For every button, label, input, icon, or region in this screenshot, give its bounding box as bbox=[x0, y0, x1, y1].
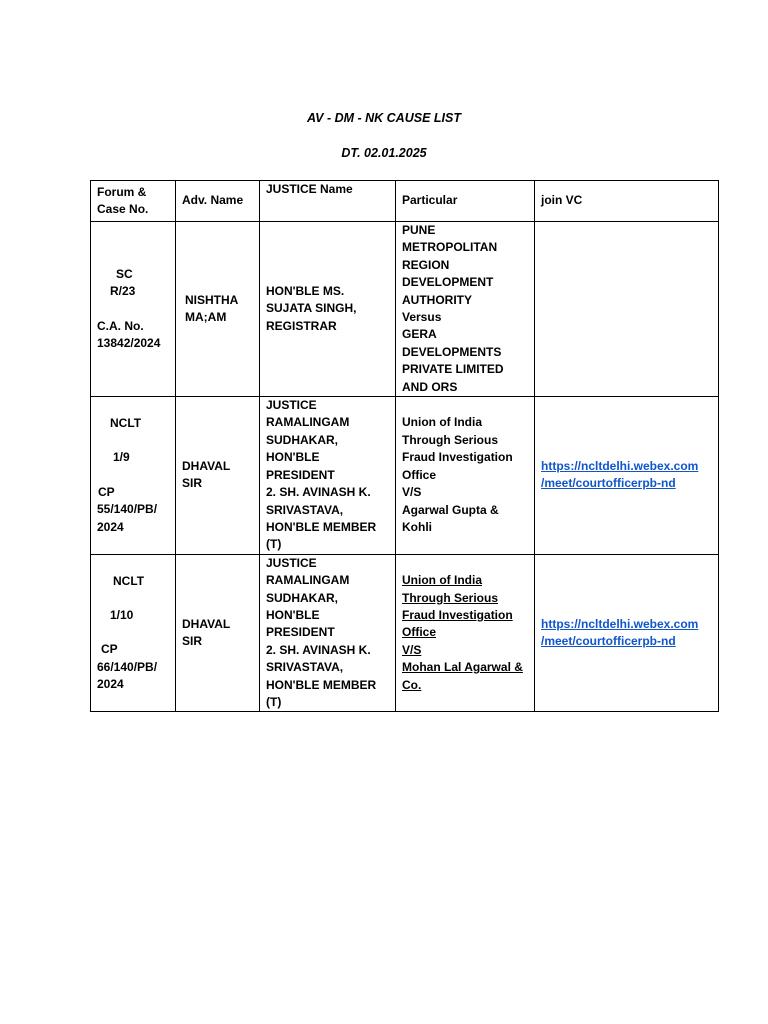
adv-name-line: NISHTHA bbox=[185, 292, 239, 307]
justice-line: HON'BLE MS. bbox=[266, 283, 345, 298]
justice-line: JUSTICE bbox=[266, 555, 317, 570]
particular-line: Union of India bbox=[402, 573, 482, 588]
adv-name-line: DHAVAL SIR bbox=[182, 458, 230, 491]
header-justice-name: JUSTICE Name bbox=[260, 181, 396, 222]
adv-name-cell bbox=[176, 222, 260, 397]
justice-line: HON'BLE PRESIDENT bbox=[266, 607, 335, 640]
particular-cell bbox=[396, 554, 535, 712]
forum-court: NCLT bbox=[110, 415, 142, 430]
forum-item: 1/10 bbox=[110, 607, 134, 622]
adv-name-cell bbox=[176, 554, 260, 712]
forum-item: 1/9 bbox=[113, 450, 130, 465]
justice-line: (T) bbox=[266, 694, 282, 709]
case-number-line: 2024 bbox=[97, 519, 124, 534]
particular-line: METROPOLITAN bbox=[402, 240, 498, 255]
particular-line: Versus bbox=[402, 310, 442, 325]
forum-case-cell bbox=[91, 554, 176, 712]
justice-line: JUSTICE bbox=[266, 398, 317, 413]
particular-line: PRIVATE LIMITED bbox=[402, 362, 504, 377]
document-title: AV - DM - NK CAUSE LIST bbox=[307, 111, 461, 125]
particular-line: Co. bbox=[402, 677, 422, 692]
case-number-line: 2024 bbox=[97, 677, 124, 692]
justice-line: RAMALINGAM bbox=[266, 573, 350, 588]
justice-line: 2. SH. AVINASH K. bbox=[266, 642, 371, 657]
particular-line: V/S bbox=[402, 642, 422, 657]
justice-line: SRIVASTAVA, bbox=[266, 660, 344, 675]
case-number-line: 55/140/PB/ bbox=[97, 502, 158, 517]
particular-line: DEVELOPMENT bbox=[402, 275, 494, 290]
table-row bbox=[91, 397, 719, 555]
vc-link-line[interactable]: https://ncltdelhi.webex.com bbox=[541, 616, 699, 631]
justice-line: HON'BLE PRESIDENT bbox=[266, 450, 335, 482]
case-number-line: 66/140/PB/ bbox=[97, 659, 158, 674]
case-number-line: CP bbox=[101, 642, 118, 657]
forum-case-cell bbox=[91, 397, 176, 555]
particular-line: Office bbox=[402, 467, 437, 482]
particular-line: Through Serious bbox=[402, 590, 498, 605]
particular-line: GERA bbox=[402, 327, 437, 342]
particular-line: V/S bbox=[402, 485, 422, 500]
justice-line: 2. SH. AVINASH K. bbox=[266, 485, 371, 500]
particular-line: Mohan Lal Agarwal & bbox=[402, 660, 523, 675]
justice-line: SRIVASTAVA, bbox=[266, 502, 344, 517]
header-adv-name: Adv. Name bbox=[176, 181, 260, 222]
particular-cell bbox=[396, 222, 535, 397]
case-number-line: 13842/2024 bbox=[97, 335, 161, 350]
justice-line: (T) bbox=[266, 537, 282, 552]
cause-list-table bbox=[90, 180, 719, 712]
particular-line: Union of India bbox=[402, 415, 482, 430]
vc-link-line[interactable]: https://ncltdelhi.webex.com bbox=[541, 458, 699, 473]
vc-link-line[interactable]: /meet/courtofficerpb-nd bbox=[541, 476, 676, 491]
table-header-row bbox=[91, 181, 719, 222]
join-vc-link[interactable] bbox=[541, 458, 712, 493]
justice-line: REGISTRAR bbox=[266, 318, 337, 333]
justice-line: SUDHAKAR, bbox=[266, 590, 338, 605]
particular-line: DEVELOPMENTS bbox=[402, 344, 502, 359]
justice-line: HON'BLE MEMBER bbox=[266, 677, 377, 692]
vc-link-line[interactable]: /meet/courtofficerpb-nd bbox=[541, 634, 676, 649]
particular-line: AUTHORITY bbox=[402, 292, 472, 307]
case-number-line: CP bbox=[98, 484, 115, 499]
header-forum-line: Case No. bbox=[97, 202, 149, 216]
justice-name-cell bbox=[260, 397, 396, 555]
particular-line: AND ORS bbox=[402, 379, 458, 394]
particular-cell bbox=[396, 397, 535, 555]
forum-item: R/23 bbox=[110, 284, 136, 299]
adv-name-line: MA;AM bbox=[185, 310, 227, 325]
adv-name-cell bbox=[176, 397, 260, 555]
particular-line: Through Serious bbox=[402, 432, 498, 447]
particular-line: Kohli bbox=[402, 519, 432, 534]
particular-line: Fraud Investigation bbox=[402, 607, 513, 622]
header-join-vc: join VC bbox=[535, 181, 719, 222]
justice-line: HON'BLE MEMBER bbox=[266, 519, 377, 534]
join-vc-cell bbox=[535, 554, 719, 712]
forum-court: NCLT bbox=[113, 573, 145, 588]
justice-line: SUDHAKAR, bbox=[266, 432, 338, 447]
forum-court: SC bbox=[116, 266, 133, 281]
header-particular: Particular bbox=[396, 181, 535, 222]
justice-name-cell bbox=[260, 222, 396, 397]
case-number-line: C.A. No. bbox=[97, 318, 144, 333]
justice-line: RAMALINGAM bbox=[266, 415, 350, 430]
particular-line: Fraud Investigation bbox=[402, 450, 513, 465]
table-row bbox=[91, 554, 719, 712]
particular-line: REGION bbox=[402, 257, 450, 272]
join-vc-link[interactable] bbox=[541, 616, 712, 651]
particular-line: Office bbox=[402, 625, 437, 640]
adv-name-line: DHAVAL SIR bbox=[182, 616, 230, 649]
particular-line: Agarwal Gupta & bbox=[402, 502, 499, 517]
table-row bbox=[91, 222, 719, 397]
header-forum-line: Forum & bbox=[97, 184, 147, 199]
join-vc-cell bbox=[535, 397, 719, 555]
header-forum bbox=[91, 181, 176, 222]
justice-name-cell bbox=[260, 554, 396, 712]
particular-line: PUNE bbox=[402, 223, 436, 237]
justice-line: SUJATA SINGH, bbox=[266, 301, 357, 316]
document-date: DT. 02.01.2025 bbox=[341, 146, 427, 160]
forum-case-cell bbox=[91, 222, 176, 397]
join-vc-cell bbox=[535, 222, 719, 397]
